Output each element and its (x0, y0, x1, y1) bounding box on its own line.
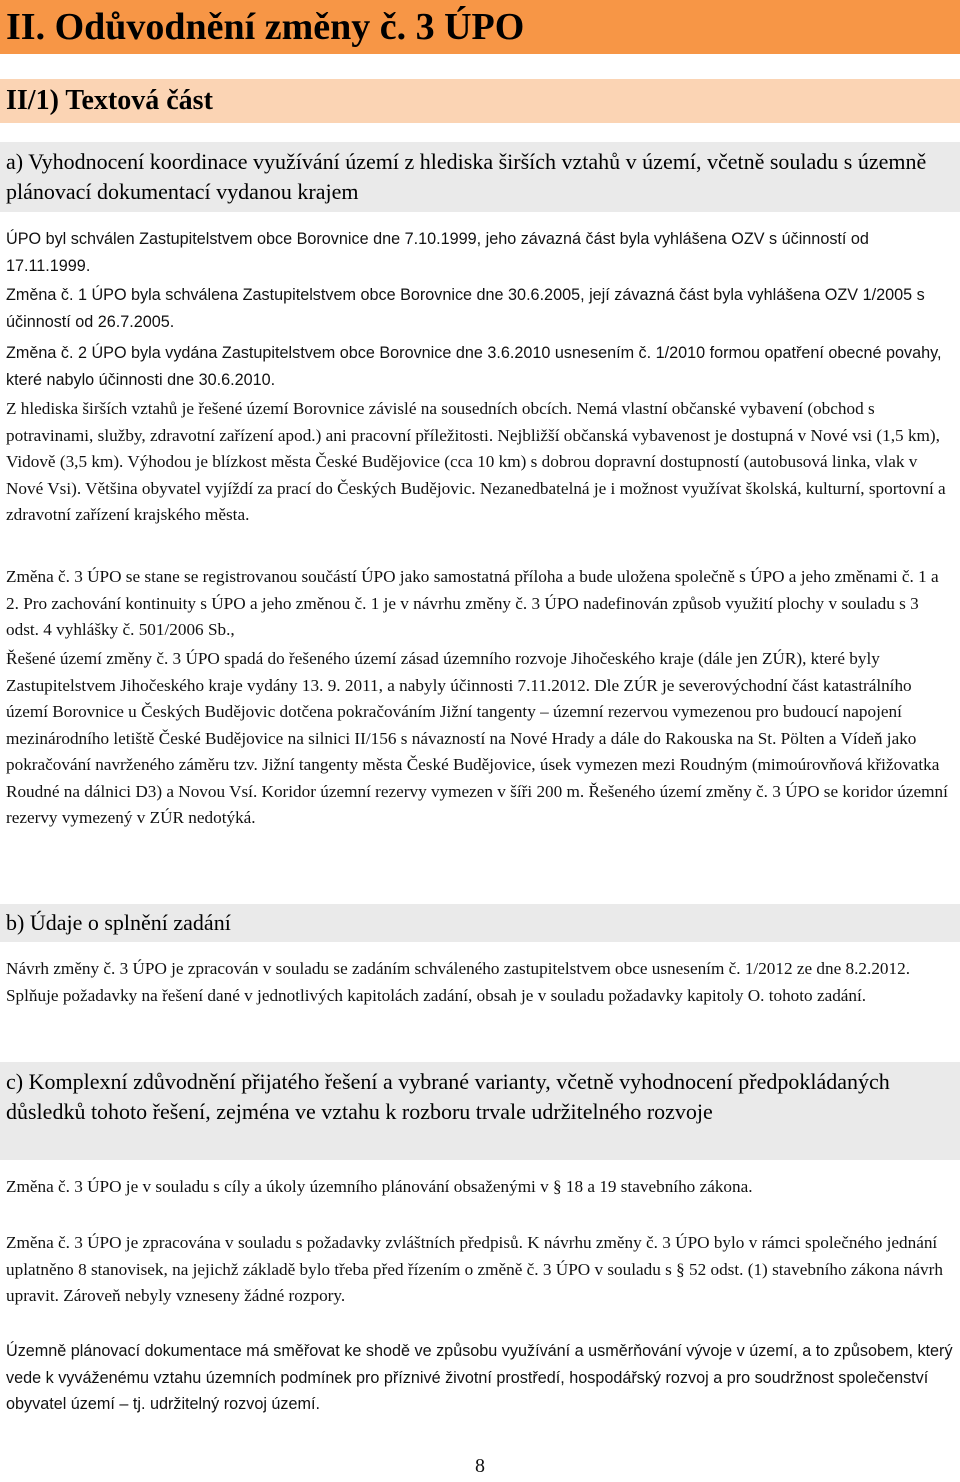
paragraph-zvlastni-predpisy: Změna č. 3 ÚPO je zpracována v souladu s požadavky zvláštních předpisů. K návrhu změny č. 3 ÚPO bylo v rámci společného jednání uplatněno 8 stanovisek, na jejichž základě bylo třeba před řízením o změně č. 3 ÚPO v souladu s § 52 odst. (1) stavebního zákona návrh upravit. Zároveň nebyly vzneseny žádné rozpory. (6, 1233, 943, 1305)
chapter-heading: II. Odůvodnění změny č. 3 ÚPO (0, 0, 960, 54)
paragraph-sirsi-vztahy: Z hlediska širších vztahů je řešené území Borovnice závislé na sousedních obcích. Nemá vlastní občanské vybavení (obchod s potravinami, služby, zdravotní zařízení apod.) ani pracovní příležitosti. Nejbližší občanská vybavenost je dostupná v Nové vsi (1,5 km), Vidově (3,5 km). Výhodou je blízkost města České Budějovice (cca 10 km) s dobrou dopravní dostupností (autobusová linka, vlak v Nové Vsi). Většina obyvatel vyjíždí za prací do Českých Budějovic. Nezanedbatelná je i možnost využívat školská, kulturní, sportovní a zdravotní zařízení krajského města. (6, 399, 946, 524)
page-number: 8 (475, 1455, 485, 1477)
subsection-heading-b: b) Údaje o splnění zadání (0, 904, 960, 942)
paragraph-soulad-cile: Změna č. 3 ÚPO je v souladu s cíly a úkoly územního plánování obsaženými v § 18 a 19 stavebního zákona. (6, 1177, 753, 1196)
paragraph-zmena-2: Změna č. 2 ÚPO byla vydána Zastupitelstvem obce Borovnice dne 3.6.2010 usnesením č. 1/2010 formou opatření obecné povahy, které nabylo účinnosti dne 30.6.2010. (6, 344, 942, 389)
paragraph-zmena-1: Změna č. 1 ÚPO byla schválena Zastupitelstvem obce Borovnice dne 30.6.2005, její závazná část byla vyhlášena OZV 1/2005 s účinností od 26.7.2005. (6, 286, 925, 331)
subsection-heading-c: c) Komplexní zdůvodnění přijatého řešení a vybrané varianty, včetně vyhodnocení předpokládaných důsledků tohoto řešení, zejména ve vztahu k rozboru trvale udržitelného rozvoje (0, 1062, 960, 1160)
subsection-heading-a: a) Vyhodnocení koordinace využívání území z hlediska širších vztahů v území, včetně souladu s územně plánovací dokumentací vydanou krajem (0, 142, 960, 212)
paragraph-udrzitelny-rozvoj: Územně plánovací dokumentace má směřovat ke shodě ve způsobu využívání a usměrňování vývoje v území, a to způsobem, který vede k vyváženému vztahu územních podmínek pro příznivé životní prostředí, hospodářský rozvoj a pro soudržnost společenství obyvatel území – tj. udržitelný rozvoj území. (6, 1342, 953, 1413)
paragraph-splneni-zadani: Návrh změny č. 3 ÚPO je zpracován v souladu se zadáním schváleného zastupitelstvem obce usnesením č. 1/2012 ze dne 8.2.2012. Splňuje požadavky na řešení dané v jednotlivých kapitolách zadání, obsah je v souladu požadavky kapitoly O. tohoto zadání. (6, 959, 910, 1005)
paragraph-zmena-3: Změna č. 3 ÚPO se stane se registrovanou součástí ÚPO jako samostatná příloha a bude uložena společně s ÚPO a jeho změnami č. 1 a 2. Pro zachování kontinuity s ÚPO a jeho změnou č. 1 je v návrhu změny č. 3 ÚPO nadefinován způsob využití plochy v souladu s 3 odst. 4 vyhlášky č. 501/2006 Sb., (6, 567, 939, 639)
section-heading-textova-cast: II/1) Textová část (0, 79, 960, 123)
paragraph-resene-uzemi-zur: Řešené území změny č. 3 ÚPO spadá do řešeného území zásad územního rozvoje Jihočeského kraje (dále jen ZÚR), které byly Zastupitelstvem Jihočeského kraje vydány 13. 9. 2011, a nabyly účinnosti 7.11.2012. Dle ZÚR je severovýchodní část katastrálního území Borovnice u Českých Budějovic dotčena pokračováním Jižní tangenty – územní rezervou vymezenou pro budoucí napojení mezinárodního letiště České Budějovice na silnici II/156 s návazností na Nové Hrady a dále do Rakouska na St. Pölten a Vídeň jako pokračování navrženého záměru tzv. Jižní tangenty města České Budějovice, úsek vymezen mezi Roudným (mimoúrovňová křižovatka Roudné na dálnici D3) a Novou Vsí. Koridor územní rezervy vymezen v šíři 200 m. Řešeného území změny č. 3 ÚPO se koridor územní rezervy vymezený v ZÚR nedotýká. (6, 649, 948, 827)
paragraph-upo-schvalen: ÚPO byl schválen Zastupitelstvem obce Borovnice dne 7.10.1999, jeho závazná část byla vyhlášena OZV s účinností od 17.11.1999. (6, 230, 869, 275)
